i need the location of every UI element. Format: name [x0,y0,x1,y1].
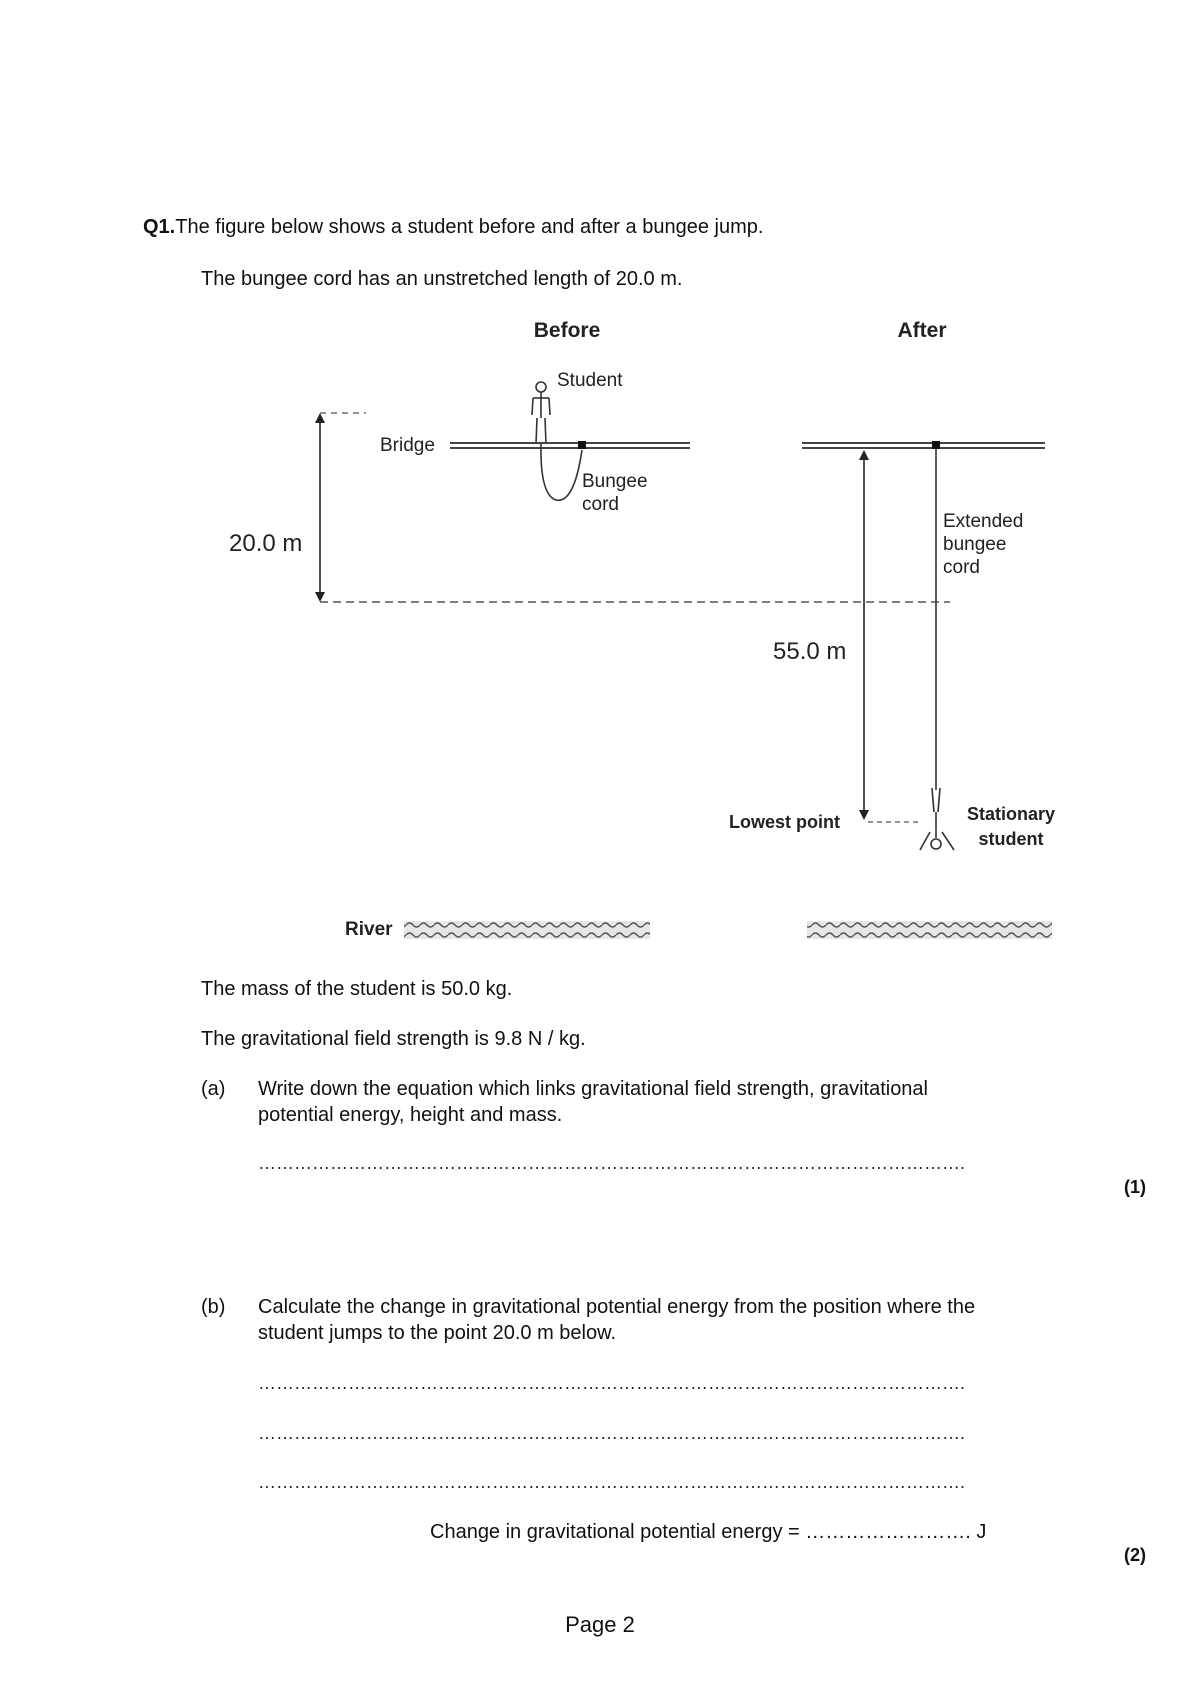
standing-student-icon [532,382,550,444]
question-number: Q1. [143,216,176,238]
part-a-marks: (1) [1124,1177,1146,1197]
bridge-after [802,443,1045,448]
student-label: Student [557,370,623,391]
stationary-label-2: student [978,829,1044,849]
cord-info: The bungee cord has an unstretched length of 20.0 m. [201,268,683,290]
distance-55-label: 55.0 m [773,638,847,665]
part-a-line2: potential energy, height and mass. [258,1104,563,1126]
river-label: River [345,919,393,940]
slack-cord [541,444,582,500]
part-b-answer-line-1[interactable]: ………………………………………………………………………………………………………. [258,1373,966,1393]
extended-label-3: cord [943,557,980,578]
question-intro: The figure below shows a student before and after a bungee jump. [175,216,764,238]
part-b-line1: Calculate the change in gravitational potential energy from the position where the [258,1296,976,1318]
distance-20-label: 20.0 m [229,530,303,557]
bungee-figure [0,300,1200,960]
question-heading [143,214,763,240]
part-b-answer-line-2[interactable]: ………………………………………………………………………………………………………. [258,1423,966,1443]
bridge-label: Bridge [380,435,435,456]
page-number: Page 2 [565,1612,635,1637]
after-title: After [897,319,947,342]
bridge-before [450,443,690,448]
part-b-result: Change in gravitational potential energy = ……………………. J [430,1521,987,1543]
lowest-point-label: Lowest point [729,812,840,832]
cord-anchor-after [932,441,940,449]
extended-label-2: bungee [943,534,1007,555]
hanging-student-icon [920,788,954,850]
extended-label-1: Extended [943,511,1024,532]
bungee-label-2: cord [582,494,619,515]
part-a-label: (a) [201,1078,226,1100]
part-a-line1: Write down the equation which links gravitational field strength, gravitational [258,1078,928,1100]
gfs-fact: The gravitational field strength is 9.8 N / kg. [201,1028,586,1050]
before-title: Before [533,319,601,342]
mass-fact: The mass of the student is 50.0 kg. [201,978,513,1000]
part-b-line2: student jumps to the point 20.0 m below. [258,1322,616,1344]
part-a-answer-line[interactable]: ………………………………………………………………………………………………………. [258,1153,966,1173]
stationary-label-1: Stationary [966,804,1056,824]
cord-anchor-before [578,441,586,449]
part-b-label: (b) [201,1296,226,1318]
part-b-marks: (2) [1124,1545,1146,1565]
bungee-label-1: Bungee [582,471,648,492]
part-b-answer-line-3[interactable]: ………………………………………………………………………………………………………. [258,1472,966,1492]
